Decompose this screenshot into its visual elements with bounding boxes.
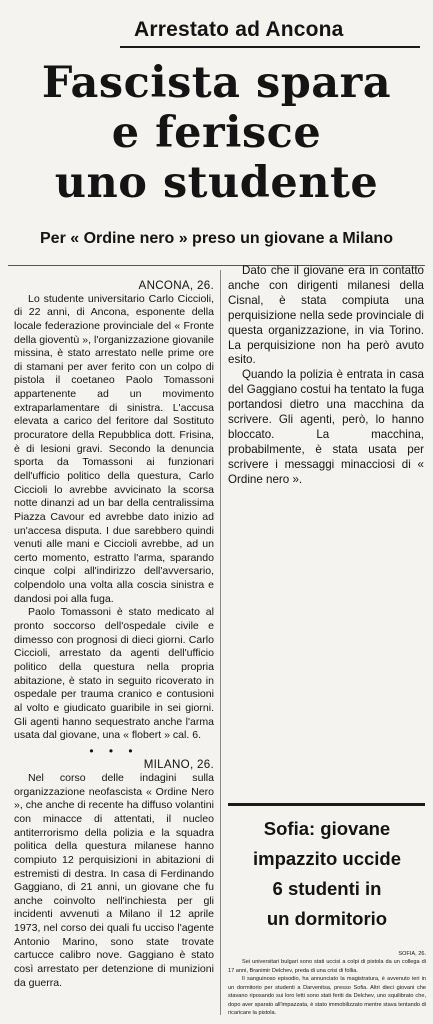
kicker: Arrestato ad Ancona [134,18,344,41]
article-paragraph: Quando la polizia è entrata in casa del Gaggiano costui ha tentato la fuga portandosi dietro una macchina da scrivere. Gli agenti, però, lo hanno bloccato. La macchina, probabilmente, è stata usata per scrivere i messaggi minacciosi di « Ordine nero ». [228,368,424,486]
article-paragraph: Dato che il giovane era in contatto anche con dirigenti milanesi della Cisnal, è stata compiuta una perquisizione nella sede provinciale di questa organizzazione, in via Torino. La perquisizione non ha però avuto esito. [228,264,424,367]
section-separator: • • • [89,743,139,758]
dateline-ancona: ANCONA, 26. [138,279,214,292]
sofia-headline-line: 6 studenti in [272,878,382,899]
article-paragraph: Lo studente universitario Carlo Ciccioli, di 22 anni, di Ancona, esponente della locale federazione provinciale del « Fronte della gioventù », l'organizzazione giovanile missina, è stato arrestato nelle prime ore di stamani per aver ferito con un colpo di pistola il coetaneo Paolo Tomassoni appartenente ad un movimento extraparlamentare di sinistra. L'accusa elevata a carico del feritore dal Sostituto procuratore della Repubblica dott. Frisina, è di lesioni gravi. Secondo la denuncia sporta da Tomassoni ai funzionari dell'ufficio politico della questura, Carlo Ciccioli lo avrebbe avvicinato la scorsa notte dinanzi ad un bar della centralissima Piazza Cavour ed avrebbe dato inizio ad un'accesa disputa. I due sarebbero quindi venuti alle mani e Ciccioli avrebbe, ad un certo momento, estratto l'arma, sparando cinque colpi all'indirizzo dell'avversario, colpendolo una volta alla coscia sinistra e dandosi poi alla fuga. [14,292,214,605]
headline-line: e ferisce [111,108,322,158]
dateline-sofia: SOFIA, 26. [398,951,426,957]
sofia-paragraph: Sei universitari bulgari sono stati uccisi a colpi di pistola da un collega di 17 anni, Branimir Delchev, preda di una crisi di follia. [228,959,426,974]
headline-line: uno studente [54,158,379,208]
subheadline: Per « Ordine nero » preso un giovane a Milano [40,230,393,247]
article-paragraph: Nel corso delle indagini sulla organizzazione neofascista « Ordine Nero », che anche di recente ha diffuso volantini con minacce di attentati, il nucleo antiterrorismo della polizia e la squadra politica della questura milanese hanno compiuto 12 perquisizioni in abitazioni di estremisti di destra. In casa di Ferdinando Gaggiano, di 21 anni, un giovane che fu anche coinvolto nell'inchiesta per gli incidenti avvenuti a Milano il 12 aprile 1973, nel corso dei quali fu ucciso l'agente Antonio Marino, sono state trovate cartucce calibro nove. Gaggiano è stato così arrestato per detenzione di munizioni da guerra. [14,772,214,989]
article-column-right [228,264,424,488]
sofia-box-rule [228,803,425,806]
sofia-headline-line: Sofia: giovane [263,818,391,839]
headline-line: Fascista spara [41,58,392,108]
sofia-headline-line: impazzito uccide [252,848,402,869]
column-divider [220,270,221,1015]
article-column-left [14,279,214,990]
kicker-rule [120,46,420,48]
sofia-headline [228,814,426,934]
headline [0,58,433,208]
kicker-block [120,18,420,50]
dateline-milano: MILANO, 26. [143,758,214,772]
sofia-headline-line: un dormitorio [266,908,388,929]
sofia-paragraph: Il sanguinoso episodio, ha annunciato la magistratura, è avvenuto ieri in un dormitorio per studenti a Darvenitsa, presso Sofia. Altri dieci giovani che stavano riposando sui loro letti sono stati feriti da Delchev, uno squilibrato che, dopo aver sparato all'impazzata, è stato immobilizzato mentre stava tentando di ricaricare la pistola. [228,976,426,1016]
article-paragraph: Paolo Tomassoni è stato medicato al pronto soccorso dell'ospedale civile e dimesso con prognosi di dieci giorni. Carlo Ciccioli, arrestato da agenti dell'ufficio politico della questura nella propria abitazione, è stato in seguito ricoverato in ospedale per trauma cranico e contusioni al volto e giudicato guaribile in sei giorni. Gli agenti hanno sequestrato anche l'arma usata dal giovane, una « flobert » cal. 6. [14,606,214,742]
sofia-article [228,950,426,1017]
